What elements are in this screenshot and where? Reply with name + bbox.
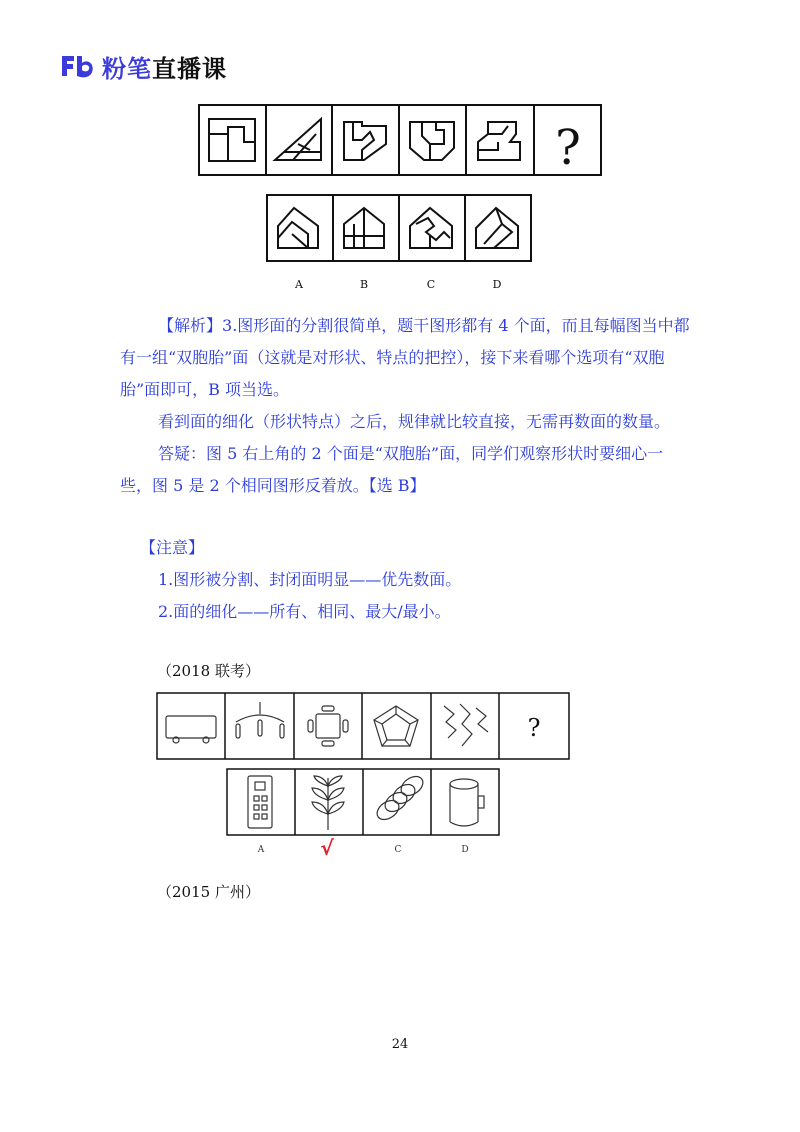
analysis-paragraph-2: [120, 406, 690, 438]
question-row-2: [156, 692, 572, 862]
check-mark: √: [320, 836, 334, 860]
analysis-paragraph-3: [120, 438, 690, 502]
option-row-1: [266, 194, 532, 296]
notice-item-1: 1.图形被分割、封闭面明显——优先数面。: [158, 570, 462, 589]
question-row-1: [198, 104, 602, 176]
option-label-b: B: [359, 278, 369, 291]
brand-name: [102, 49, 227, 84]
page-number: 24: [391, 1037, 409, 1052]
analysis-text-1: 3.图形面的分割很简单，题干图形都有 4 个面，而且每幅图当中都有一组“双胞胎”面（这就是对形状、特点的把控），接下来看哪个选项有“双胞胎”面即可，B 项当选。: [120, 316, 690, 399]
brand-name-part2: 直播课: [152, 54, 227, 83]
notice-item-2: 2.面的细化——所有、相同、最大/最小。: [158, 602, 451, 621]
option2-label-d: D: [461, 845, 469, 855]
source-label-1: （2018 联考）: [157, 662, 260, 680]
question-figure-2: [156, 692, 572, 862]
fb-logo-icon: [60, 53, 96, 79]
analysis-text-3: 答疑：图 5 右上角的 2 个面是“双胞胎”面，同学们观察形状时要细心一些，图 5 是 2 个相同图形反着放。【选 B】: [120, 444, 664, 495]
source-label-2: （2015 广州）: [157, 883, 260, 901]
notice-title: 【注意】: [140, 538, 205, 557]
option-label-c: C: [426, 278, 436, 291]
option-label-a: A: [295, 278, 303, 291]
analysis-text-2: 看到面的细化（形状特点）之后，规律就比较直接，无需再数面的数量。: [158, 412, 671, 431]
question-figure-1: [198, 104, 602, 176]
brand-logo: [60, 50, 227, 82]
question-mark-2: ?: [527, 714, 541, 742]
option2-label-c: C: [394, 845, 402, 855]
option2-label-a: A: [257, 845, 265, 855]
analysis-paragraph: [120, 310, 690, 406]
analysis-label: 【解析】: [158, 316, 223, 335]
option-label-d: D: [492, 278, 502, 291]
question-mark-1: ?: [555, 120, 581, 176]
option-figure-1: [266, 194, 532, 296]
brand-name-part1: 粉笔: [102, 54, 152, 83]
